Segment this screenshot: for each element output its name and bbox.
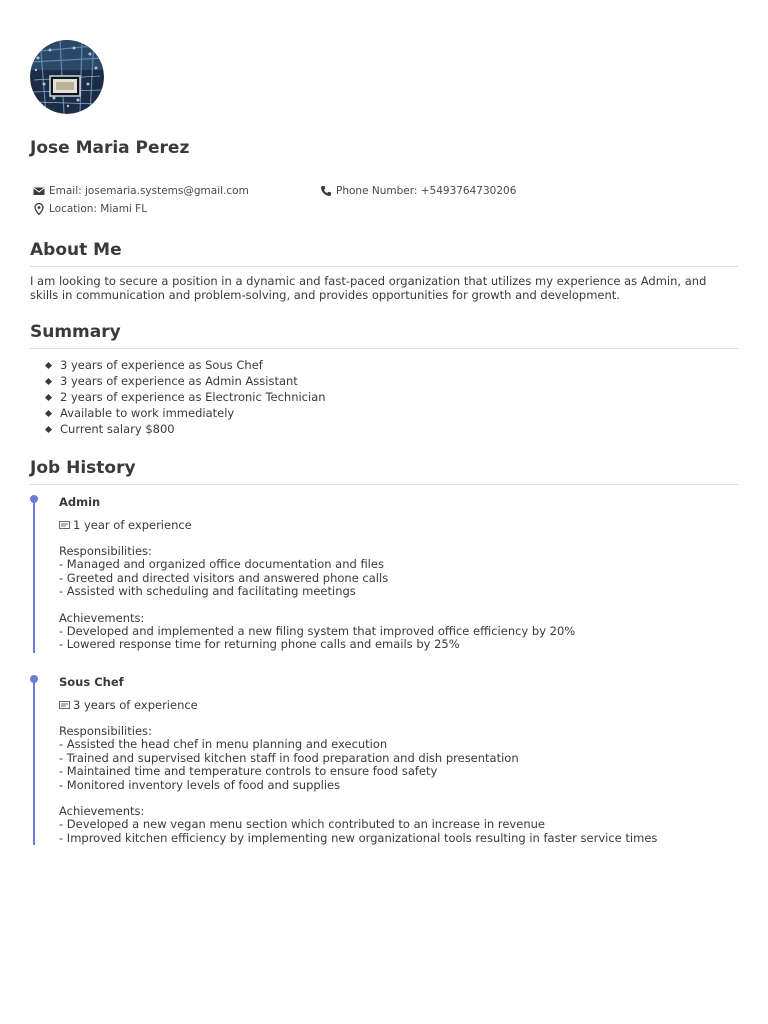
- job-entry-admin: [30, 495, 738, 653]
- envelope-icon: [33, 185, 45, 197]
- about-heading: About Me: [30, 240, 738, 267]
- candidate-name: Jose Maria Perez: [30, 138, 190, 158]
- avatar: [30, 40, 104, 114]
- phone-icon: [320, 185, 332, 197]
- summary-item-text: Current salary $800: [60, 422, 175, 436]
- location-contact: [30, 203, 147, 215]
- responsibility-item: - Managed and organized office documentation and files: [59, 557, 384, 572]
- email-text: Email: josemaria.systems@gmail.com: [49, 185, 249, 197]
- achievement-item: - Improved kitchen efficiency by implementing new organizational tools resulting in faster service times: [59, 830, 658, 845]
- responsibilities-label: Responsibilities:: [59, 724, 152, 738]
- list-item: [46, 357, 738, 373]
- job-title: Sous Chef: [59, 675, 124, 689]
- summary-item-text: Available to work immediately: [60, 406, 235, 420]
- responsibility-item: - Trained and supervised kitchen staff in food preparation and dish presentation: [59, 750, 519, 765]
- job-duration: [59, 518, 738, 532]
- job-duration: [59, 698, 738, 712]
- job-entry-sous-chef: [30, 675, 738, 845]
- timeline-dot: [30, 675, 38, 683]
- resume: [30, 40, 738, 845]
- briefcase-icon: [59, 521, 70, 529]
- contact-info: [30, 182, 738, 218]
- summary-heading: Summary: [30, 322, 738, 349]
- job-achievements: [59, 805, 738, 845]
- bullet-icon: [45, 377, 52, 384]
- email-contact: [30, 185, 317, 197]
- job-responsibilities: [59, 725, 738, 792]
- timeline-line: [33, 497, 35, 653]
- job-duration-text: 3 years of experience: [73, 698, 198, 712]
- job-duration-text: 1 year of experience: [73, 518, 192, 532]
- list-item: [46, 405, 738, 421]
- about-text: [30, 275, 738, 302]
- achievement-item: - Developed and implemented a new filing system that improved office efficiency by 20%: [59, 624, 576, 639]
- phone-text: Phone Number: +5493764730206: [336, 185, 517, 197]
- timeline-dot: [30, 495, 38, 503]
- about-line: skills in communication and problem-solving, and provides opportunities for growth and development.: [30, 287, 620, 302]
- list-item: [46, 421, 738, 437]
- responsibility-item: - Greeted and directed visitors and answered phone calls: [59, 570, 389, 585]
- responsibilities-label: Responsibilities:: [59, 544, 152, 558]
- location-pin-icon: [33, 203, 45, 215]
- job-title: Admin: [59, 495, 101, 509]
- job-responsibilities: [59, 545, 738, 599]
- achievement-item: - Lowered response time for returning phone calls and emails by 25%: [59, 637, 460, 652]
- responsibility-item: - Assisted with scheduling and facilitating meetings: [59, 584, 356, 599]
- list-item: [46, 373, 738, 389]
- summary-item-text: 2 years of experience as Electronic Technician: [60, 390, 326, 404]
- list-item: [46, 389, 738, 405]
- achievements-label: Achievements:: [59, 804, 145, 819]
- about-line: I am looking to secure a position in a dynamic and fast-paced organization that utilizes my experience as Admin, and: [30, 274, 707, 288]
- responsibility-item: - Assisted the head chef in menu planning and execution: [59, 737, 388, 752]
- achievements-label: Achievements:: [59, 610, 145, 625]
- bullet-icon: [45, 425, 52, 432]
- achievement-item: - Developed a new vegan menu section which contributed to an increase in revenue: [59, 817, 545, 832]
- summary-list: [30, 357, 738, 437]
- responsibility-item: - Maintained time and temperature controls to ensure food safety: [59, 764, 438, 779]
- timeline-line: [33, 677, 35, 845]
- summary-item-text: 3 years of experience as Admin Assistant: [60, 374, 298, 388]
- bullet-icon: [45, 361, 52, 368]
- job-history-heading: Job History: [30, 458, 738, 485]
- briefcase-icon: [59, 701, 70, 709]
- summary-item-text: 3 years of experience as Sous Chef: [60, 358, 263, 372]
- bullet-icon: [45, 393, 52, 400]
- bullet-icon: [45, 409, 52, 416]
- responsibility-item: - Monitored inventory levels of food and supplies: [59, 777, 341, 792]
- phone-contact: [317, 185, 516, 197]
- job-achievements: [59, 612, 738, 652]
- location-text: Location: Miami FL: [49, 203, 148, 215]
